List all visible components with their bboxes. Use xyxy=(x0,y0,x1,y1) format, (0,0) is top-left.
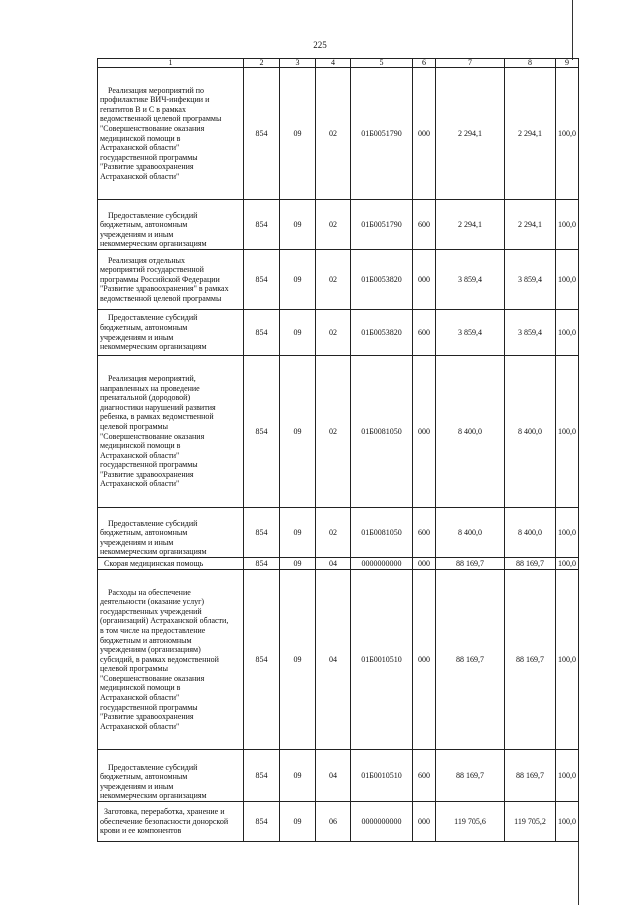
row-planned: 3 859,4 xyxy=(436,250,505,310)
row-name: Скорая медицинская помощь xyxy=(98,558,244,570)
row-planned: 3 859,4 xyxy=(436,310,505,356)
row-admin-code: 854 xyxy=(244,68,280,200)
row-target-article: 01Б0010510 xyxy=(351,750,413,802)
row-name: Реализация отдельных мероприятий государственной программы Российской Федерации "Развитие здравоохранения" в рамках ведомственной целевой программы xyxy=(98,250,244,310)
row-expense-type: 000 xyxy=(413,558,436,570)
row-expense-type: 000 xyxy=(413,68,436,200)
row-executed: 3 859,4 xyxy=(505,310,556,356)
row-admin-code: 854 xyxy=(244,508,280,558)
row-subsection: 02 xyxy=(316,310,351,356)
row-executed: 8 400,0 xyxy=(505,508,556,558)
row-subsection: 06 xyxy=(316,802,351,842)
row-target-article: 01Б0010510 xyxy=(351,570,413,750)
row-admin-code: 854 xyxy=(244,310,280,356)
row-admin-code: 854 xyxy=(244,200,280,250)
row-planned: 88 169,7 xyxy=(436,750,505,802)
row-planned: 119 705,6 xyxy=(436,802,505,842)
row-percent: 100,0 xyxy=(556,200,579,250)
row-subsection: 02 xyxy=(316,250,351,310)
row-expense-type: 600 xyxy=(413,310,436,356)
row-percent: 100,0 xyxy=(556,68,579,200)
header-col-5: 5 xyxy=(351,59,413,68)
row-name: Предоставление субсидий бюджетным, автономным учреждениям и иным некоммерческим организациям xyxy=(98,200,244,250)
row-target-article: 0000000000 xyxy=(351,558,413,570)
row-admin-code: 854 xyxy=(244,750,280,802)
page-number: 225 xyxy=(313,40,327,50)
header-col-9: 9 xyxy=(556,59,579,68)
row-expense-type: 600 xyxy=(413,750,436,802)
row-target-article: 01Б0053820 xyxy=(351,250,413,310)
row-section: 09 xyxy=(280,750,316,802)
table-row xyxy=(98,570,579,750)
row-planned: 8 400,0 xyxy=(436,508,505,558)
header-col-1: 1 xyxy=(98,59,244,68)
row-subsection: 04 xyxy=(316,570,351,750)
row-admin-code: 854 xyxy=(244,250,280,310)
row-target-article: 01Б0081050 xyxy=(351,356,413,508)
row-name: Реализация мероприятий по профилактике ВИЧ-инфекции и гепатитов В и С в рамках ведомственной целевой программы "Совершенствование оказания медицинской помощи в Астраханской области" государственной программы "Развитие здравоохранения Астраханской области" xyxy=(98,68,244,200)
row-subsection: 02 xyxy=(316,508,351,558)
row-section: 09 xyxy=(280,570,316,750)
row-expense-type: 000 xyxy=(413,802,436,842)
row-section: 09 xyxy=(280,250,316,310)
row-target-article: 01Б0051790 xyxy=(351,68,413,200)
row-expense-type: 600 xyxy=(413,508,436,558)
row-percent: 100,0 xyxy=(556,558,579,570)
row-percent: 100,0 xyxy=(556,802,579,842)
row-target-article: 0000000000 xyxy=(351,802,413,842)
row-subsection: 02 xyxy=(316,68,351,200)
row-subsection: 02 xyxy=(316,356,351,508)
row-planned: 88 169,7 xyxy=(436,558,505,570)
row-executed: 2 294,1 xyxy=(505,68,556,200)
row-executed: 88 169,7 xyxy=(505,750,556,802)
header-row xyxy=(98,59,579,68)
row-name: Реализация мероприятий, направленных на проведение пренатальной (дородовой) диагностики нарушений развития ребенка, в рамках ведомственной целевой программы "Совершенствование оказания медицинской помощи в Астраханской области" государственной программы "Развитие здравоохранения Астраханской области" xyxy=(98,356,244,508)
table-row xyxy=(98,68,579,200)
row-executed: 2 294,1 xyxy=(505,200,556,250)
row-section: 09 xyxy=(280,200,316,250)
budget-table xyxy=(97,58,579,842)
table-row xyxy=(98,200,579,250)
row-target-article: 01Б0053820 xyxy=(351,310,413,356)
row-percent: 100,0 xyxy=(556,250,579,310)
row-percent: 100,0 xyxy=(556,750,579,802)
table-row xyxy=(98,750,579,802)
row-executed: 3 859,4 xyxy=(505,250,556,310)
table-row xyxy=(98,558,579,570)
row-section: 09 xyxy=(280,558,316,570)
row-target-article: 01Б0051790 xyxy=(351,200,413,250)
row-section: 09 xyxy=(280,310,316,356)
row-section: 09 xyxy=(280,802,316,842)
row-section: 09 xyxy=(280,356,316,508)
row-name: Расходы на обеспечение деятельности (оказание услуг) государственных учреждений (организаций) Астраханской области, в том числе на предоставление бюджетным и автономным учреждениям (организациям) субсидий, в рамках ведомственной целевой программы "Совершенствование оказания медицинской помощи в Астраханской области" государственной программы "Развитие здравоохранения Астраханской области" xyxy=(98,570,244,750)
row-name: Заготовка, переработка, хранение и обеспечение безопасности донорской крови и ее компонентов xyxy=(98,802,244,842)
header-col-6: 6 xyxy=(413,59,436,68)
row-percent: 100,0 xyxy=(556,508,579,558)
row-executed: 8 400,0 xyxy=(505,356,556,508)
header-col-8: 8 xyxy=(505,59,556,68)
row-subsection: 04 xyxy=(316,558,351,570)
row-expense-type: 000 xyxy=(413,570,436,750)
row-section: 09 xyxy=(280,68,316,200)
row-expense-type: 000 xyxy=(413,250,436,310)
row-percent: 100,0 xyxy=(556,310,579,356)
row-planned: 8 400,0 xyxy=(436,356,505,508)
row-name: Предоставление субсидий бюджетным, автономным учреждениям и иным некоммерческим организациям xyxy=(98,750,244,802)
row-admin-code: 854 xyxy=(244,356,280,508)
header-col-4: 4 xyxy=(316,59,351,68)
row-planned: 2 294,1 xyxy=(436,200,505,250)
row-expense-type: 600 xyxy=(413,200,436,250)
row-section: 09 xyxy=(280,508,316,558)
row-admin-code: 854 xyxy=(244,558,280,570)
row-name: Предоставление субсидий бюджетным, автономным учреждениям и иным некоммерческим организациям xyxy=(98,310,244,356)
header-col-3: 3 xyxy=(280,59,316,68)
row-executed: 88 169,7 xyxy=(505,558,556,570)
row-executed: 88 169,7 xyxy=(505,570,556,750)
row-subsection: 04 xyxy=(316,750,351,802)
table-row xyxy=(98,250,579,310)
row-name: Предоставление субсидий бюджетным, автономным учреждениям и иным некоммерческим организациям xyxy=(98,508,244,558)
row-subsection: 02 xyxy=(316,200,351,250)
table-row xyxy=(98,356,579,508)
row-admin-code: 854 xyxy=(244,570,280,750)
table-row xyxy=(98,802,579,842)
table-row xyxy=(98,508,579,558)
header-col-7: 7 xyxy=(436,59,505,68)
margin-line-top xyxy=(572,0,573,60)
table-row xyxy=(98,310,579,356)
header-col-2: 2 xyxy=(244,59,280,68)
row-planned: 88 169,7 xyxy=(436,570,505,750)
row-expense-type: 000 xyxy=(413,356,436,508)
row-executed: 119 705,2 xyxy=(505,802,556,842)
row-target-article: 01Б0081050 xyxy=(351,508,413,558)
row-admin-code: 854 xyxy=(244,802,280,842)
row-planned: 2 294,1 xyxy=(436,68,505,200)
row-percent: 100,0 xyxy=(556,356,579,508)
row-percent: 100,0 xyxy=(556,570,579,750)
